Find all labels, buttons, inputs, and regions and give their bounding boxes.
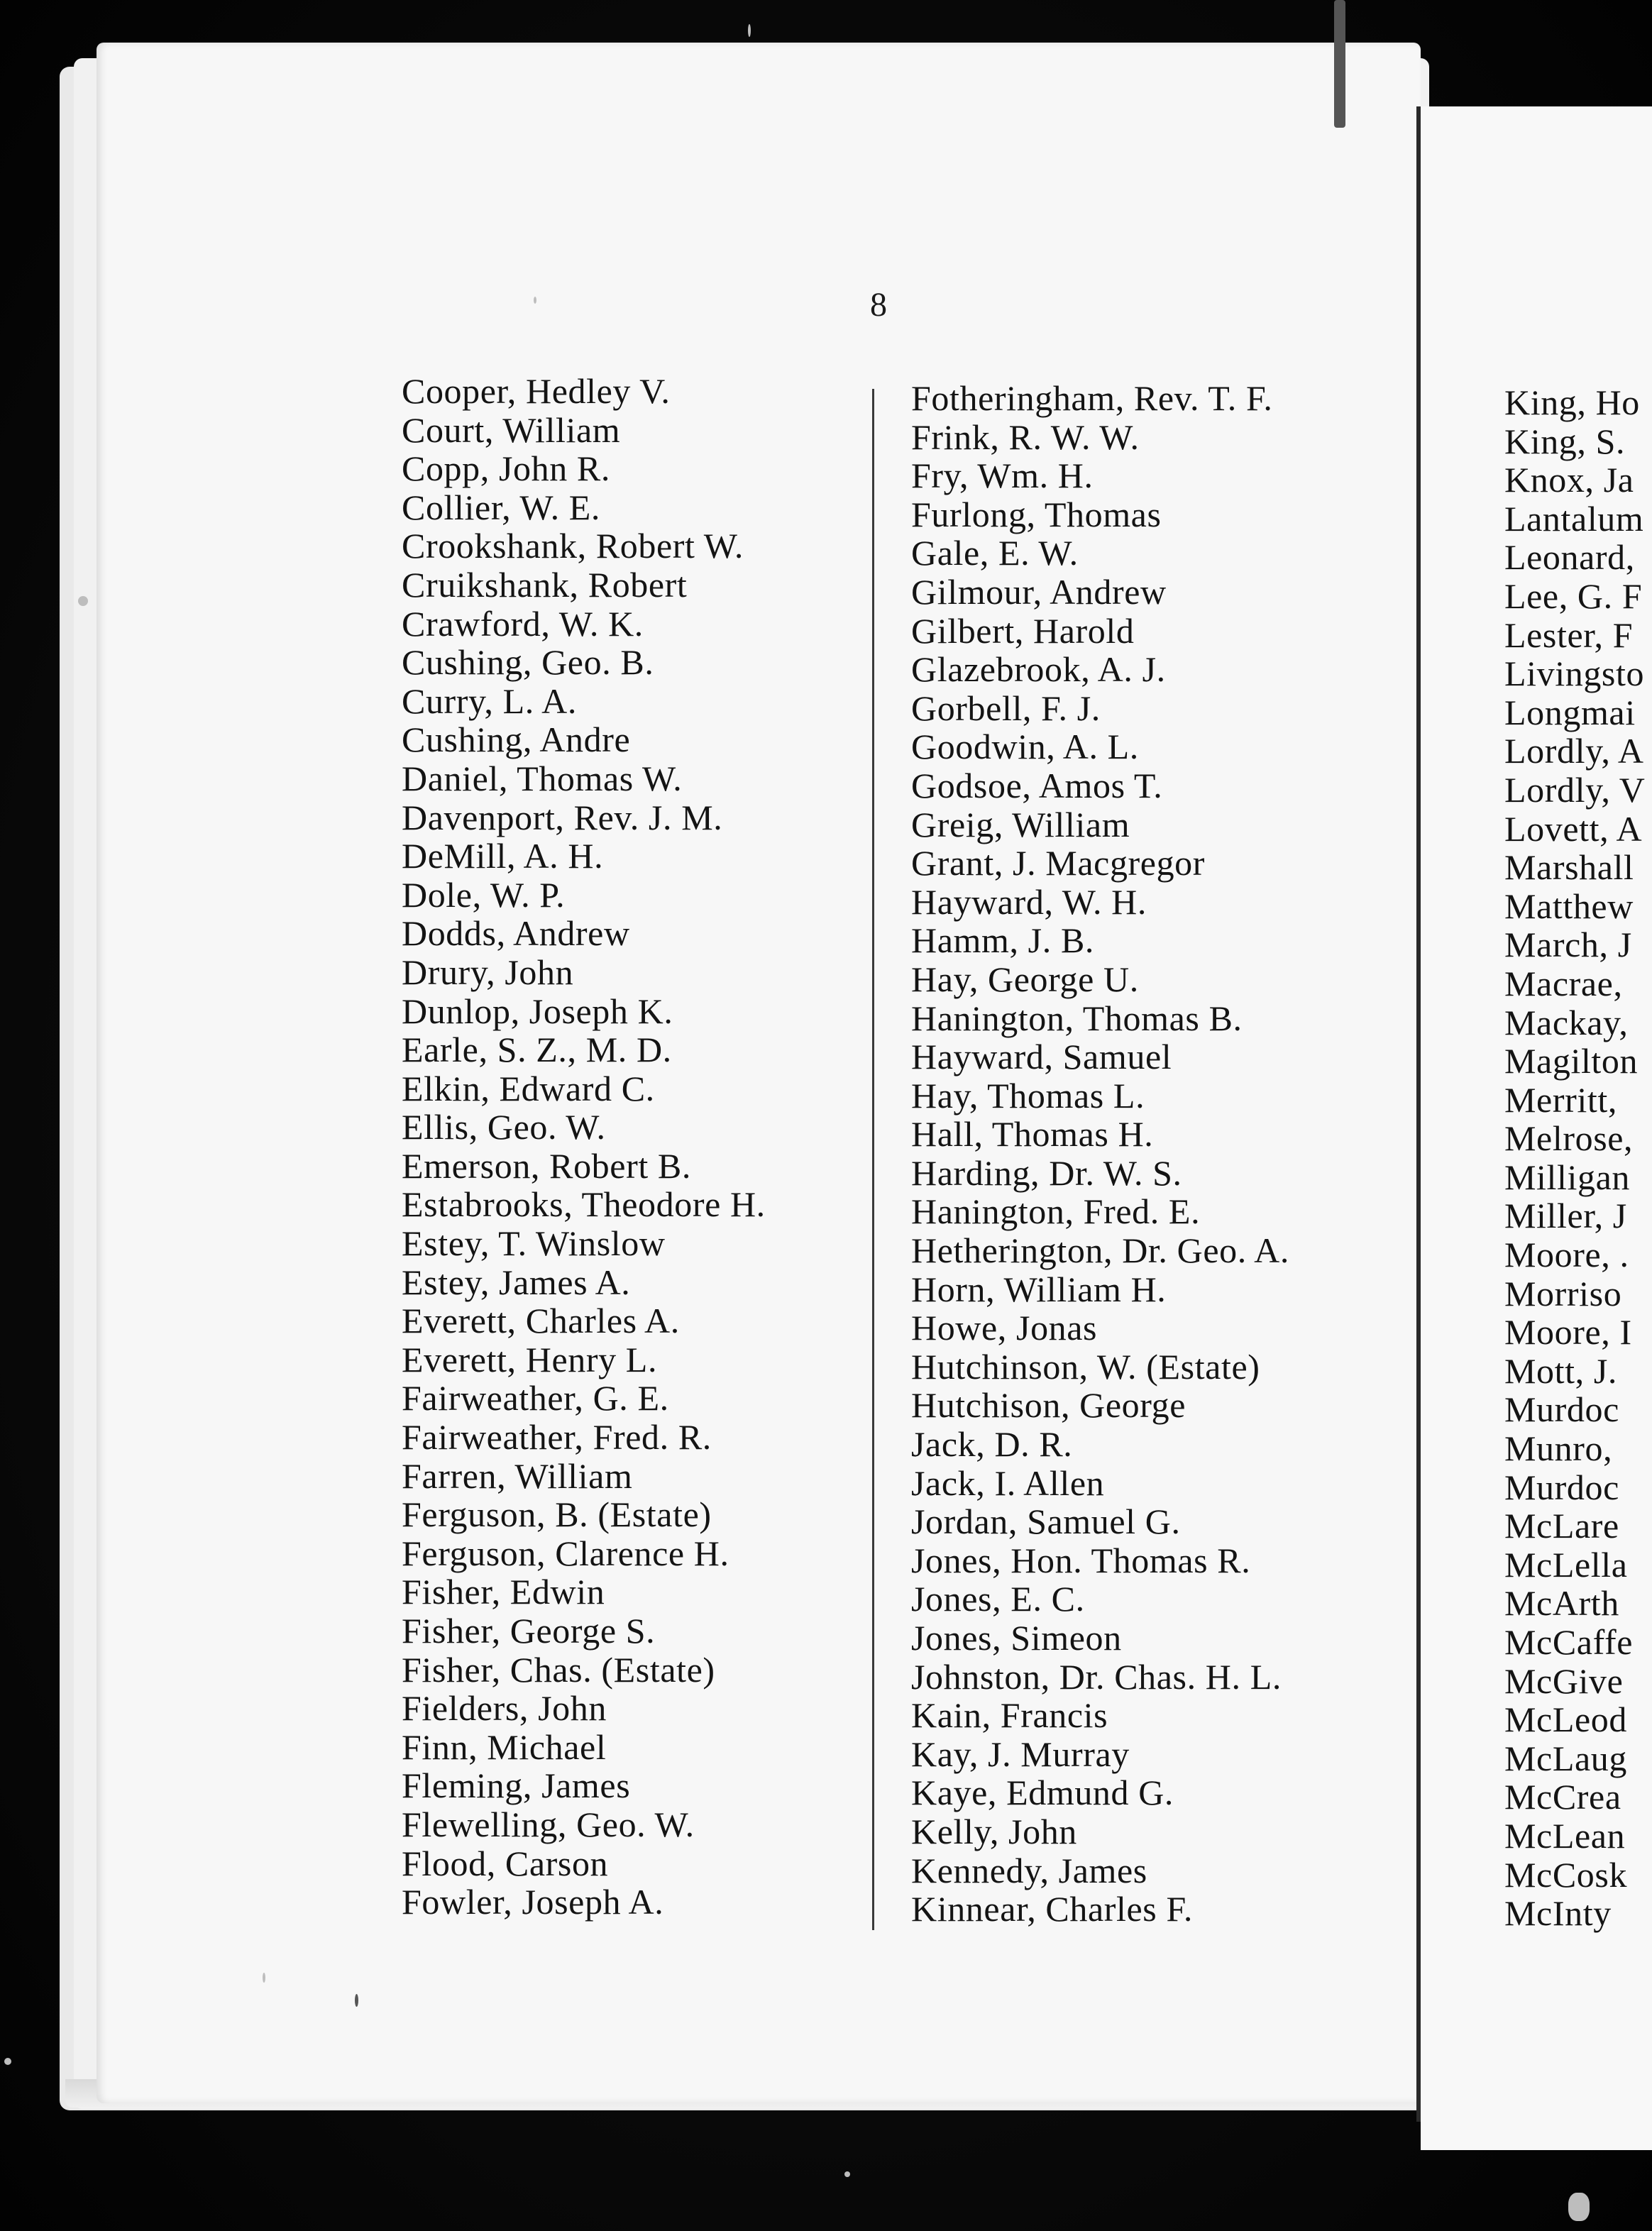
name-entry: Longmai — [1504, 692, 1636, 732]
name-entry: Cruikshank, Robert — [402, 564, 688, 605]
name-entry: Hayward, W. H. — [911, 881, 1147, 922]
name-entry: Furlong, Thomas — [911, 494, 1162, 534]
name-entry: Earle, S. Z., M. D. — [402, 1030, 672, 1070]
name-entry: Lordly, V — [1504, 769, 1646, 810]
name-entry: Horn, William H. — [911, 1269, 1167, 1309]
name-entry: Marshall — [1504, 847, 1634, 888]
name-entry: Hutchinson, W. (Estate) — [911, 1346, 1260, 1387]
name-entry: Hay, Thomas L. — [911, 1075, 1145, 1116]
name-entry: Ellis, Geo. W. — [402, 1107, 606, 1147]
name-entry: Jones, E. C. — [911, 1579, 1085, 1619]
name-entry: Frink, R. W. W. — [911, 417, 1140, 457]
name-entry: McInty — [1504, 1893, 1612, 1933]
name-entry: Hamm, J. B. — [911, 920, 1094, 961]
name-entry: King, Ho — [1504, 383, 1640, 422]
name-entry: McLella — [1504, 1544, 1628, 1585]
name-entry: Macrae, — [1504, 963, 1623, 1003]
name-entry: Merritt, — [1504, 1079, 1617, 1120]
name-entry: Kaye, Edmund G. — [911, 1773, 1174, 1813]
name-entry: Fry, Wm. H. — [911, 456, 1094, 496]
name-entry: Ferguson, Clarence H. — [402, 1533, 729, 1573]
name-entry: Farren, William — [402, 1455, 633, 1496]
name-entry: Gale, E. W. — [911, 533, 1079, 573]
name-entry: Elkin, Edward C. — [402, 1068, 655, 1108]
name-entry: Harding, Dr. W. S. — [911, 1152, 1182, 1193]
dust-speck — [263, 1973, 265, 1983]
name-entry: Everett, Charles A. — [402, 1301, 680, 1341]
name-entry: Dole, W. P. — [402, 874, 566, 915]
name-entry: McCrea — [1504, 1777, 1621, 1817]
dust-speck — [78, 596, 88, 606]
name-entry: Finn, Michael — [402, 1726, 607, 1767]
name-entry: Lester, F — [1504, 615, 1634, 655]
dust-speck — [1568, 2193, 1590, 2221]
name-entry: Ferguson, B. (Estate) — [402, 1494, 712, 1535]
name-entry: Fowler, Joseph A. — [402, 1882, 664, 1922]
name-entry: Hayward, Samuel — [911, 1037, 1172, 1077]
name-entry: Copp, John R. — [402, 448, 610, 489]
name-entry: Kay, J. Murray — [911, 1734, 1130, 1774]
name-entry: Kinnear, Charles F. — [911, 1889, 1193, 1929]
name-entry: McLean — [1504, 1815, 1626, 1856]
name-entry: Matthew — [1504, 886, 1634, 926]
name-entry: Estabrooks, Theodore H. — [402, 1184, 766, 1225]
name-entry: March, J — [1504, 925, 1632, 965]
page-number: 8 — [870, 286, 888, 324]
name-entry: McCaffe — [1504, 1622, 1633, 1662]
name-entry: Leonard, — [1504, 537, 1635, 578]
name-entry: Mackay, — [1504, 1002, 1629, 1042]
name-entry: Murdoc — [1504, 1389, 1619, 1430]
name-entry: Flood, Carson — [402, 1843, 609, 1883]
name-entry: Fisher, Chas. (Estate) — [402, 1649, 715, 1690]
name-entry: Grant, J. Macgregor — [911, 843, 1206, 883]
name-entry: Court, William — [402, 409, 621, 450]
name-entry: Jones, Hon. Thomas R. — [911, 1540, 1251, 1580]
name-entry: Fairweather, G. E. — [402, 1378, 669, 1419]
name-entry: Jack, I. Allen — [911, 1462, 1105, 1503]
name-column-middle — [911, 379, 1394, 1929]
name-entry: Melrose, — [1504, 1118, 1634, 1159]
dust-speck — [844, 2171, 850, 2177]
name-entry: Hanington, Fred. E. — [911, 1191, 1201, 1232]
name-entry: Livingsto — [1504, 654, 1645, 694]
name-entry: Estey, T. Winslow — [402, 1223, 666, 1264]
name-entry: Dodds, Andrew — [402, 913, 630, 954]
name-entry: Gilbert, Harold — [911, 610, 1135, 651]
name-entry: Estey, James A. — [402, 1262, 631, 1302]
name-entry: Milligan — [1504, 1157, 1631, 1197]
name-entry: Munro, — [1504, 1428, 1613, 1469]
name-entry: Kain, Francis — [911, 1695, 1108, 1736]
name-entry: Moore, I — [1504, 1312, 1632, 1353]
name-column-left — [402, 372, 856, 1922]
dust-speck — [355, 1994, 358, 2007]
name-entry: Magilton — [1504, 1041, 1639, 1081]
name-entry: Lovett, A — [1504, 808, 1643, 849]
name-entry: Fisher, George S. — [402, 1611, 656, 1651]
name-entry: Kennedy, James — [911, 1850, 1147, 1890]
name-entry: Cushing, Geo. B. — [402, 642, 654, 683]
name-entry: Lee, G. F — [1504, 575, 1643, 616]
name-entry: Morriso — [1504, 1273, 1622, 1313]
name-entry: Crookshank, Robert W. — [402, 526, 744, 566]
dust-speck — [4, 2058, 11, 2065]
name-entry: Flewelling, Geo. W. — [402, 1804, 695, 1844]
name-entry: Johnston, Dr. Chas. H. L. — [911, 1656, 1282, 1697]
name-entry: Everett, Henry L. — [402, 1339, 658, 1379]
name-entry: Godsoe, Amos T. — [911, 765, 1163, 805]
name-entry: Fairweather, Fred. R. — [402, 1417, 712, 1458]
name-entry: Knox, Ja — [1504, 460, 1634, 500]
name-entry: Fisher, Edwin — [402, 1572, 605, 1612]
name-entry: Fotheringham, Rev. T. F. — [911, 378, 1273, 418]
name-entry: Daniel, Thomas W. — [402, 758, 683, 798]
name-entry: Crawford, W. K. — [402, 603, 644, 644]
name-entry: Drury, John — [402, 952, 574, 992]
page-gutter — [1416, 106, 1421, 2122]
name-entry: King, S. — [1504, 421, 1626, 461]
name-entry: McCosk — [1504, 1854, 1628, 1895]
name-entry: Hetherington, Dr. Geo. A. — [911, 1230, 1289, 1271]
name-entry: Jones, Simeon — [911, 1618, 1122, 1658]
name-entry: Gilmour, Andrew — [911, 571, 1167, 612]
name-entry: Dunlop, Joseph K. — [402, 991, 673, 1031]
name-entry: Cooper, Hedley V. — [402, 371, 671, 411]
name-entry: Fleming, James — [402, 1765, 631, 1806]
name-entry: DeMill, A. H. — [402, 836, 604, 876]
name-column-right-partial — [1504, 383, 1652, 1933]
name-entry: Lordly, A — [1504, 731, 1644, 771]
dust-speck — [1334, 0, 1345, 128]
name-entry: Miller, J — [1504, 1196, 1627, 1236]
name-entry: Howe, Jonas — [911, 1308, 1098, 1348]
name-entry: Hall, Thomas H. — [911, 1114, 1154, 1155]
name-entry: Moore, . — [1504, 1235, 1629, 1275]
name-entry: Greig, William — [911, 804, 1130, 844]
column-divider — [872, 389, 874, 1930]
dust-speck — [534, 297, 536, 304]
name-entry: Glazebrook, A. J. — [911, 649, 1166, 690]
dust-speck — [748, 24, 751, 37]
name-entry: Emerson, Robert B. — [402, 1145, 691, 1186]
name-entry: Collier, W. E. — [402, 487, 601, 527]
name-entry: Lantalum — [1504, 498, 1644, 539]
name-entry: Hanington, Thomas B. — [911, 998, 1243, 1038]
name-entry: Fielders, John — [402, 1688, 607, 1729]
name-entry: Jordan, Samuel G. — [911, 1502, 1181, 1542]
name-entry: McArth — [1504, 1583, 1619, 1624]
name-entry: McLaug — [1504, 1738, 1627, 1778]
name-entry: Cushing, Andre — [402, 720, 631, 760]
name-entry: Hay, George U. — [911, 959, 1139, 999]
name-entry: McGive — [1504, 1660, 1624, 1701]
name-entry: Gorbell, F. J. — [911, 688, 1101, 728]
name-entry: McLeod — [1504, 1700, 1627, 1740]
name-entry: Mott, J. — [1504, 1350, 1617, 1391]
name-entry: Curry, L. A. — [402, 681, 577, 721]
name-entry: Hutchison, George — [911, 1385, 1186, 1426]
name-entry: Davenport, Rev. J. M. — [402, 797, 723, 837]
name-entry: Kelly, John — [911, 1811, 1077, 1851]
name-entry: Goodwin, A. L. — [911, 727, 1139, 767]
name-entry: Murdoc — [1504, 1467, 1619, 1507]
name-entry: Jack, D. R. — [911, 1424, 1073, 1465]
name-entry: McLare — [1504, 1506, 1619, 1546]
